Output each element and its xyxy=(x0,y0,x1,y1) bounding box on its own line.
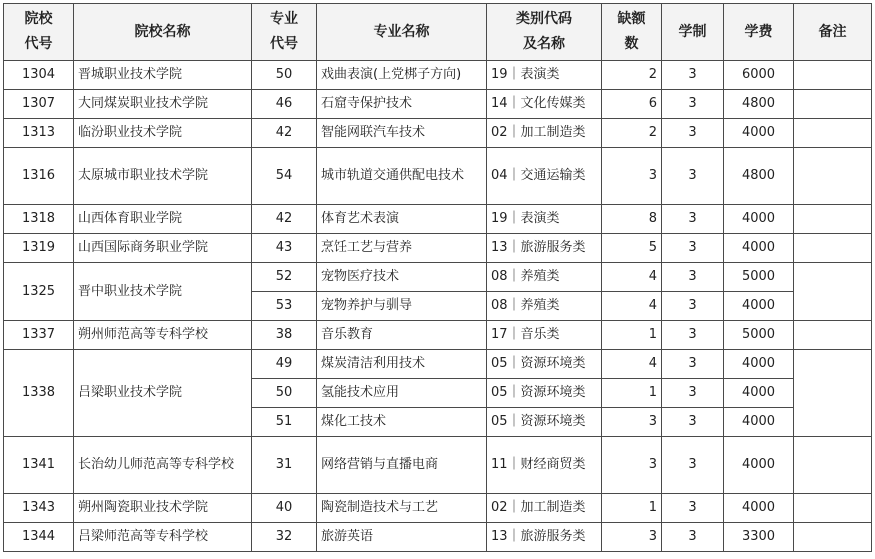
vacancy-cell: 3 xyxy=(602,148,662,205)
remark-cell xyxy=(794,321,872,350)
header-vacancy-line1: 缺额 xyxy=(617,11,646,27)
remark-cell xyxy=(794,148,872,205)
duration-cell: 3 xyxy=(662,61,724,90)
major-code-cell: 42 xyxy=(252,119,317,148)
duration-cell: 3 xyxy=(662,234,724,263)
table-row xyxy=(4,61,872,90)
remark-cell xyxy=(794,90,872,119)
tuition-cell: 4800 xyxy=(724,148,794,205)
admission-vacancy-table xyxy=(3,3,872,552)
major-name-cell: 烹饪工艺与营养 xyxy=(317,234,487,263)
header-major-code xyxy=(252,4,317,61)
remark-cell xyxy=(794,234,872,263)
category-cell: 05｜资源环境类 xyxy=(487,408,602,437)
major-code-cell: 52 xyxy=(252,263,317,292)
header-category-line2: 及名称 xyxy=(523,36,565,52)
tuition-cell: 6000 xyxy=(724,61,794,90)
table-row xyxy=(4,437,872,494)
category-cell: 04｜交通运输类 xyxy=(487,148,602,205)
school-code-cell: 1307 xyxy=(4,90,74,119)
duration-cell: 3 xyxy=(662,350,724,379)
school-code-cell: 1337 xyxy=(4,321,74,350)
category-cell: 05｜资源环境类 xyxy=(487,379,602,408)
table-row xyxy=(4,90,872,119)
school-name-cell: 大同煤炭职业技术学院 xyxy=(74,90,252,119)
major-code-cell: 49 xyxy=(252,350,317,379)
tuition-cell: 4000 xyxy=(724,494,794,523)
header-major-code-line2: 代号 xyxy=(270,36,298,52)
major-code-cell: 46 xyxy=(252,90,317,119)
category-cell: 17｜音乐类 xyxy=(487,321,602,350)
category-cell: 11｜财经商贸类 xyxy=(487,437,602,494)
duration-cell: 3 xyxy=(662,263,724,292)
major-name-cell: 旅游英语 xyxy=(317,523,487,552)
table-body xyxy=(4,61,872,552)
category-cell: 08｜养殖类 xyxy=(487,292,602,321)
vacancy-cell: 3 xyxy=(602,523,662,552)
major-name-cell: 氢能技术应用 xyxy=(317,379,487,408)
major-name-cell: 宠物医疗技术 xyxy=(317,263,487,292)
category-cell: 19｜表演类 xyxy=(487,61,602,90)
major-name-cell: 体育艺术表演 xyxy=(317,205,487,234)
duration-cell: 3 xyxy=(662,408,724,437)
school-name-cell: 晋城职业技术学院 xyxy=(74,61,252,90)
category-cell: 19｜表演类 xyxy=(487,205,602,234)
tuition-cell: 4000 xyxy=(724,350,794,379)
vacancy-cell: 2 xyxy=(602,61,662,90)
vacancy-cell: 2 xyxy=(602,119,662,148)
remark-cell xyxy=(794,205,872,234)
remark-cell xyxy=(794,494,872,523)
major-name-cell: 戏曲表演(上党梆子方向) xyxy=(317,61,487,90)
vacancy-cell: 6 xyxy=(602,90,662,119)
school-name-cell: 山西国际商务职业学院 xyxy=(74,234,252,263)
table-row xyxy=(4,494,872,523)
duration-cell: 3 xyxy=(662,523,724,552)
major-name-cell: 智能网联汽车技术 xyxy=(317,119,487,148)
table-row xyxy=(4,321,872,350)
major-name-cell: 城市轨道交通供配电技术 xyxy=(317,148,487,205)
major-code-cell: 40 xyxy=(252,494,317,523)
remark-cell xyxy=(794,61,872,90)
major-code-cell: 50 xyxy=(252,379,317,408)
header-tuition: 学费 xyxy=(724,4,794,61)
header-major-code-line1: 专业 xyxy=(270,11,298,27)
tuition-cell: 5000 xyxy=(724,321,794,350)
school-code-cell: 1341 xyxy=(4,437,74,494)
remark-cell xyxy=(794,437,872,494)
remark-cell xyxy=(794,263,872,321)
school-name-cell: 吕梁师范高等专科学校 xyxy=(74,523,252,552)
school-name-cell: 太原城市职业技术学院 xyxy=(74,148,252,205)
duration-cell: 3 xyxy=(662,494,724,523)
major-name-cell: 宠物养护与驯导 xyxy=(317,292,487,321)
vacancy-cell: 4 xyxy=(602,350,662,379)
vacancy-cell: 4 xyxy=(602,292,662,321)
tuition-cell: 4000 xyxy=(724,205,794,234)
tuition-cell: 4800 xyxy=(724,90,794,119)
remark-cell xyxy=(794,523,872,552)
major-code-cell: 32 xyxy=(252,523,317,552)
tuition-cell: 3300 xyxy=(724,523,794,552)
tuition-cell: 5000 xyxy=(724,263,794,292)
duration-cell: 3 xyxy=(662,90,724,119)
header-category-line1: 类别代码 xyxy=(516,11,572,27)
duration-cell: 3 xyxy=(662,437,724,494)
remark-cell xyxy=(794,119,872,148)
major-code-cell: 54 xyxy=(252,148,317,205)
duration-cell: 3 xyxy=(662,119,724,148)
category-cell: 02｜加工制造类 xyxy=(487,119,602,148)
school-name-cell: 朔州陶瓷职业技术学院 xyxy=(74,494,252,523)
table-row xyxy=(4,350,872,379)
header-duration: 学制 xyxy=(662,4,724,61)
tuition-cell: 4000 xyxy=(724,119,794,148)
major-code-cell: 51 xyxy=(252,408,317,437)
school-name-cell: 山西体育职业学院 xyxy=(74,205,252,234)
major-name-cell: 音乐教育 xyxy=(317,321,487,350)
category-cell: 14｜文化传媒类 xyxy=(487,90,602,119)
vacancy-cell: 8 xyxy=(602,205,662,234)
vacancy-cell: 1 xyxy=(602,321,662,350)
header-school-code-line2: 代号 xyxy=(24,36,53,52)
school-name-cell: 吕梁职业技术学院 xyxy=(74,350,252,437)
vacancy-cell: 4 xyxy=(602,263,662,292)
vacancy-cell: 3 xyxy=(602,437,662,494)
table-row xyxy=(4,119,872,148)
school-code-cell: 1343 xyxy=(4,494,74,523)
table-row xyxy=(4,205,872,234)
major-code-cell: 50 xyxy=(252,61,317,90)
category-cell: 02｜加工制造类 xyxy=(487,494,602,523)
category-cell: 13｜旅游服务类 xyxy=(487,234,602,263)
vacancy-cell: 3 xyxy=(602,408,662,437)
major-name-cell: 陶瓷制造技术与工艺 xyxy=(317,494,487,523)
major-name-cell: 煤化工技术 xyxy=(317,408,487,437)
vacancy-cell: 5 xyxy=(602,234,662,263)
duration-cell: 3 xyxy=(662,321,724,350)
category-cell: 13｜旅游服务类 xyxy=(487,523,602,552)
school-code-cell: 1338 xyxy=(4,350,74,437)
school-code-cell: 1316 xyxy=(4,148,74,205)
school-name-cell: 晋中职业技术学院 xyxy=(74,263,252,321)
tuition-cell: 4000 xyxy=(724,234,794,263)
school-code-cell: 1318 xyxy=(4,205,74,234)
header-major-name: 专业名称 xyxy=(317,4,487,61)
duration-cell: 3 xyxy=(662,292,724,321)
category-cell: 05｜资源环境类 xyxy=(487,350,602,379)
duration-cell: 3 xyxy=(662,148,724,205)
category-cell: 08｜养殖类 xyxy=(487,263,602,292)
tuition-cell: 4000 xyxy=(724,292,794,321)
header-school-name: 院校名称 xyxy=(74,4,252,61)
header-school-code-line1: 院校 xyxy=(24,11,53,27)
table-row xyxy=(4,523,872,552)
major-name-cell: 石窟寺保护技术 xyxy=(317,90,487,119)
major-code-cell: 43 xyxy=(252,234,317,263)
table-header xyxy=(4,4,872,61)
duration-cell: 3 xyxy=(662,205,724,234)
major-code-cell: 42 xyxy=(252,205,317,234)
school-code-cell: 1313 xyxy=(4,119,74,148)
remark-cell xyxy=(794,350,872,437)
major-code-cell: 31 xyxy=(252,437,317,494)
header-school-code xyxy=(4,4,74,61)
table-row xyxy=(4,234,872,263)
school-name-cell: 长治幼儿师范高等专科学校 xyxy=(74,437,252,494)
table-row xyxy=(4,263,872,292)
header-vacancy-line2: 数 xyxy=(624,36,639,52)
school-code-cell: 1325 xyxy=(4,263,74,321)
vacancy-cell: 1 xyxy=(602,379,662,408)
school-name-cell: 朔州师范高等专科学校 xyxy=(74,321,252,350)
header-vacancy xyxy=(602,4,662,61)
tuition-cell: 4000 xyxy=(724,437,794,494)
tuition-cell: 4000 xyxy=(724,408,794,437)
header-remark: 备注 xyxy=(794,4,872,61)
tuition-cell: 4000 xyxy=(724,379,794,408)
major-code-cell: 53 xyxy=(252,292,317,321)
school-code-cell: 1304 xyxy=(4,61,74,90)
major-code-cell: 38 xyxy=(252,321,317,350)
duration-cell: 3 xyxy=(662,379,724,408)
school-name-cell: 临汾职业技术学院 xyxy=(74,119,252,148)
header-row xyxy=(4,4,872,61)
major-name-cell: 煤炭清洁利用技术 xyxy=(317,350,487,379)
header-category xyxy=(487,4,602,61)
table-row xyxy=(4,148,872,205)
school-code-cell: 1344 xyxy=(4,523,74,552)
school-code-cell: 1319 xyxy=(4,234,74,263)
major-name-cell: 网络营销与直播电商 xyxy=(317,437,487,494)
vacancy-cell: 1 xyxy=(602,494,662,523)
